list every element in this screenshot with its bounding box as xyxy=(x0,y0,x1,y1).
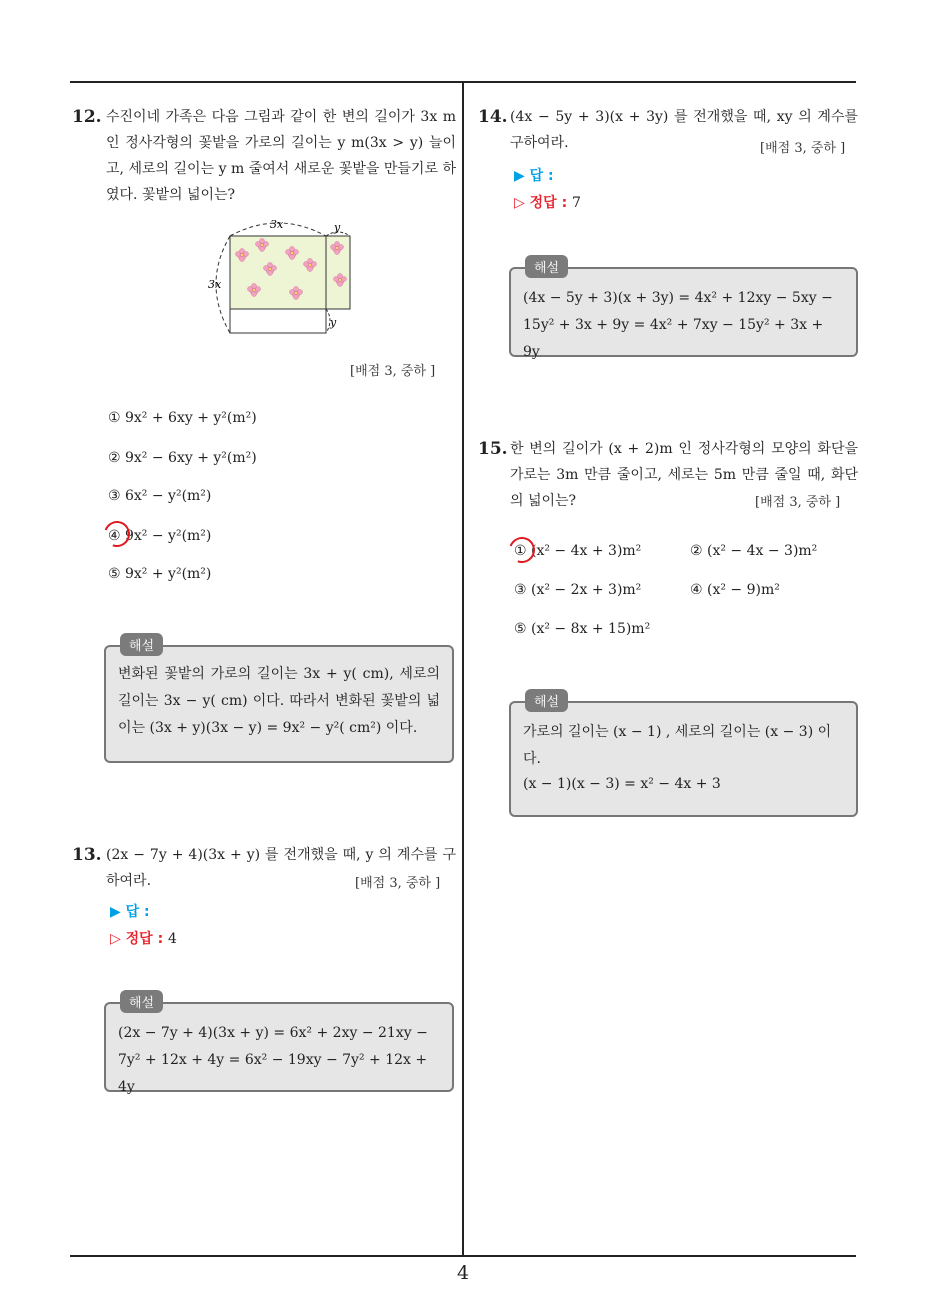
explanation-tag: 해설 xyxy=(120,990,163,1013)
explanation-text: (2x − 7y + 4)(3x + y) = 6x² + 2xy − 21xy − 7y² + 12x + 4y = 6x² − 19xy − 7y² + 12x + 4y xyxy=(118,1025,428,1095)
q14-correct-answer xyxy=(514,192,581,212)
question-number: 15. xyxy=(478,439,508,459)
bottom-rule xyxy=(70,1255,856,1257)
correct-label: ▷ 정답 : xyxy=(110,931,164,947)
question-text: 한 변의 길이가 (x + 2)m 인 정사각형의 모양의 화단을 가로는 3m 만큼 줄이고, 세로는 5m 만큼 줄일 때, 화단의 넓이는? xyxy=(510,441,858,509)
top-label: 3x xyxy=(270,218,284,231)
q15-choice-5[interactable]: ⑤ (x² − 8x + 15)m² xyxy=(514,621,651,637)
q14-score: [배점 3, 중하 ] xyxy=(760,141,846,156)
question-text: 수진이네 가족은 다음 그림과 같이 한 변의 길이가 3x m 인 정사각형의 꽃밭을 가로의 길이는 y m(3x > y) 늘이고, 세로의 길이는 y m 줄여서 새로운 꽃밭을 만들기로 하였다. 꽃밭의 넓이는? xyxy=(106,109,456,203)
q12-choice-1[interactable]: ① 9x² + 6xy + y²(m²) xyxy=(108,410,257,426)
q15-choice-4[interactable]: ④ (x² − 9)m² xyxy=(690,582,780,598)
q15-choice-3[interactable]: ③ (x² − 2x + 3)m² xyxy=(514,582,642,598)
question-text: (2x − 7y + 4)(3x + y) 를 전개했을 때, y 의 계수를 구하여라. xyxy=(106,847,456,889)
question-number: 13. xyxy=(72,845,102,865)
explanation-tag: 해설 xyxy=(525,255,568,278)
selected-answer-mark xyxy=(505,533,540,568)
q12-choice-4[interactable]: ④ 9x² − y²(m²) xyxy=(108,528,212,544)
page-number: 4 xyxy=(456,1262,470,1284)
q13-correct-answer xyxy=(110,928,177,948)
explanation-equation: (x − 1)(x − 3) = x² − 4x + 3 xyxy=(523,776,721,792)
q15-explanation-box xyxy=(509,695,858,817)
correct-label: ▷ 정답 : xyxy=(514,195,568,211)
q13-answer-input[interactable]: ▶ 답 : xyxy=(110,904,150,920)
question-text: (4x − 5y + 3)(x + 3y) 를 전개했을 때, xy 의 계수를 구하여라. xyxy=(510,109,858,151)
correct-value: 4 xyxy=(168,931,177,947)
selected-answer-mark xyxy=(100,517,135,552)
original-bed-upper xyxy=(230,236,326,309)
q12-choice-3[interactable]: ③ 6x² − y²(m²) xyxy=(108,488,212,504)
right-bottom-label: y xyxy=(330,316,337,329)
q13-explanation-box xyxy=(104,996,454,1095)
removed-strip xyxy=(230,309,326,333)
q12-choice-2[interactable]: ② 9x² − 6xy + y²(m²) xyxy=(108,450,257,466)
q15-score: [배점 3, 중하 ] xyxy=(755,495,841,510)
correct-value: 7 xyxy=(572,195,581,211)
side-label: 3x xyxy=(208,278,222,291)
q15-choice-1[interactable]: ① (x² − 4x + 3)m² xyxy=(514,543,642,559)
q12-score: [배점 3, 중하 ] xyxy=(350,364,436,379)
flower-bed-figure xyxy=(200,216,365,341)
explanation-text: (4x − 5y + 3)(x + 3y) = 4x² + 12xy − 5xy − 15y² + 3x + 9y = 4x² + 7xy − 15y² + 3x + 9y xyxy=(523,290,833,360)
q12-choice-5[interactable]: ⑤ 9x² + y²(m²) xyxy=(108,566,212,582)
question-number: 14. xyxy=(478,107,508,127)
q13-score: [배점 3, 중하 ] xyxy=(355,876,441,891)
explanation-tag: 해설 xyxy=(525,689,568,712)
question-number: 12. xyxy=(72,107,102,127)
column-divider xyxy=(462,82,464,1257)
explanation-text: 변화된 꽃밭의 가로의 길이는 3x + y( cm), 세로의 길이는 3x − y( cm) 이다. 따라서 변화된 꽃밭의 넓이는 (3x + y)(3x − y) = 9x² − y²( cm²) 이다. xyxy=(118,666,440,736)
q14-explanation-box xyxy=(509,261,858,360)
q14-answer-input[interactable]: ▶ 답 : xyxy=(514,168,554,184)
explanation-text: 가로의 길이는 (x − 1) , 세로의 길이는 (x − 3) 이다. xyxy=(523,724,832,767)
q12-explanation-box xyxy=(104,639,454,763)
q15-choice-2[interactable]: ② (x² − 4x − 3)m² xyxy=(690,543,818,559)
explanation-tag: 해설 xyxy=(120,633,163,656)
right-top-label: y xyxy=(334,221,341,234)
